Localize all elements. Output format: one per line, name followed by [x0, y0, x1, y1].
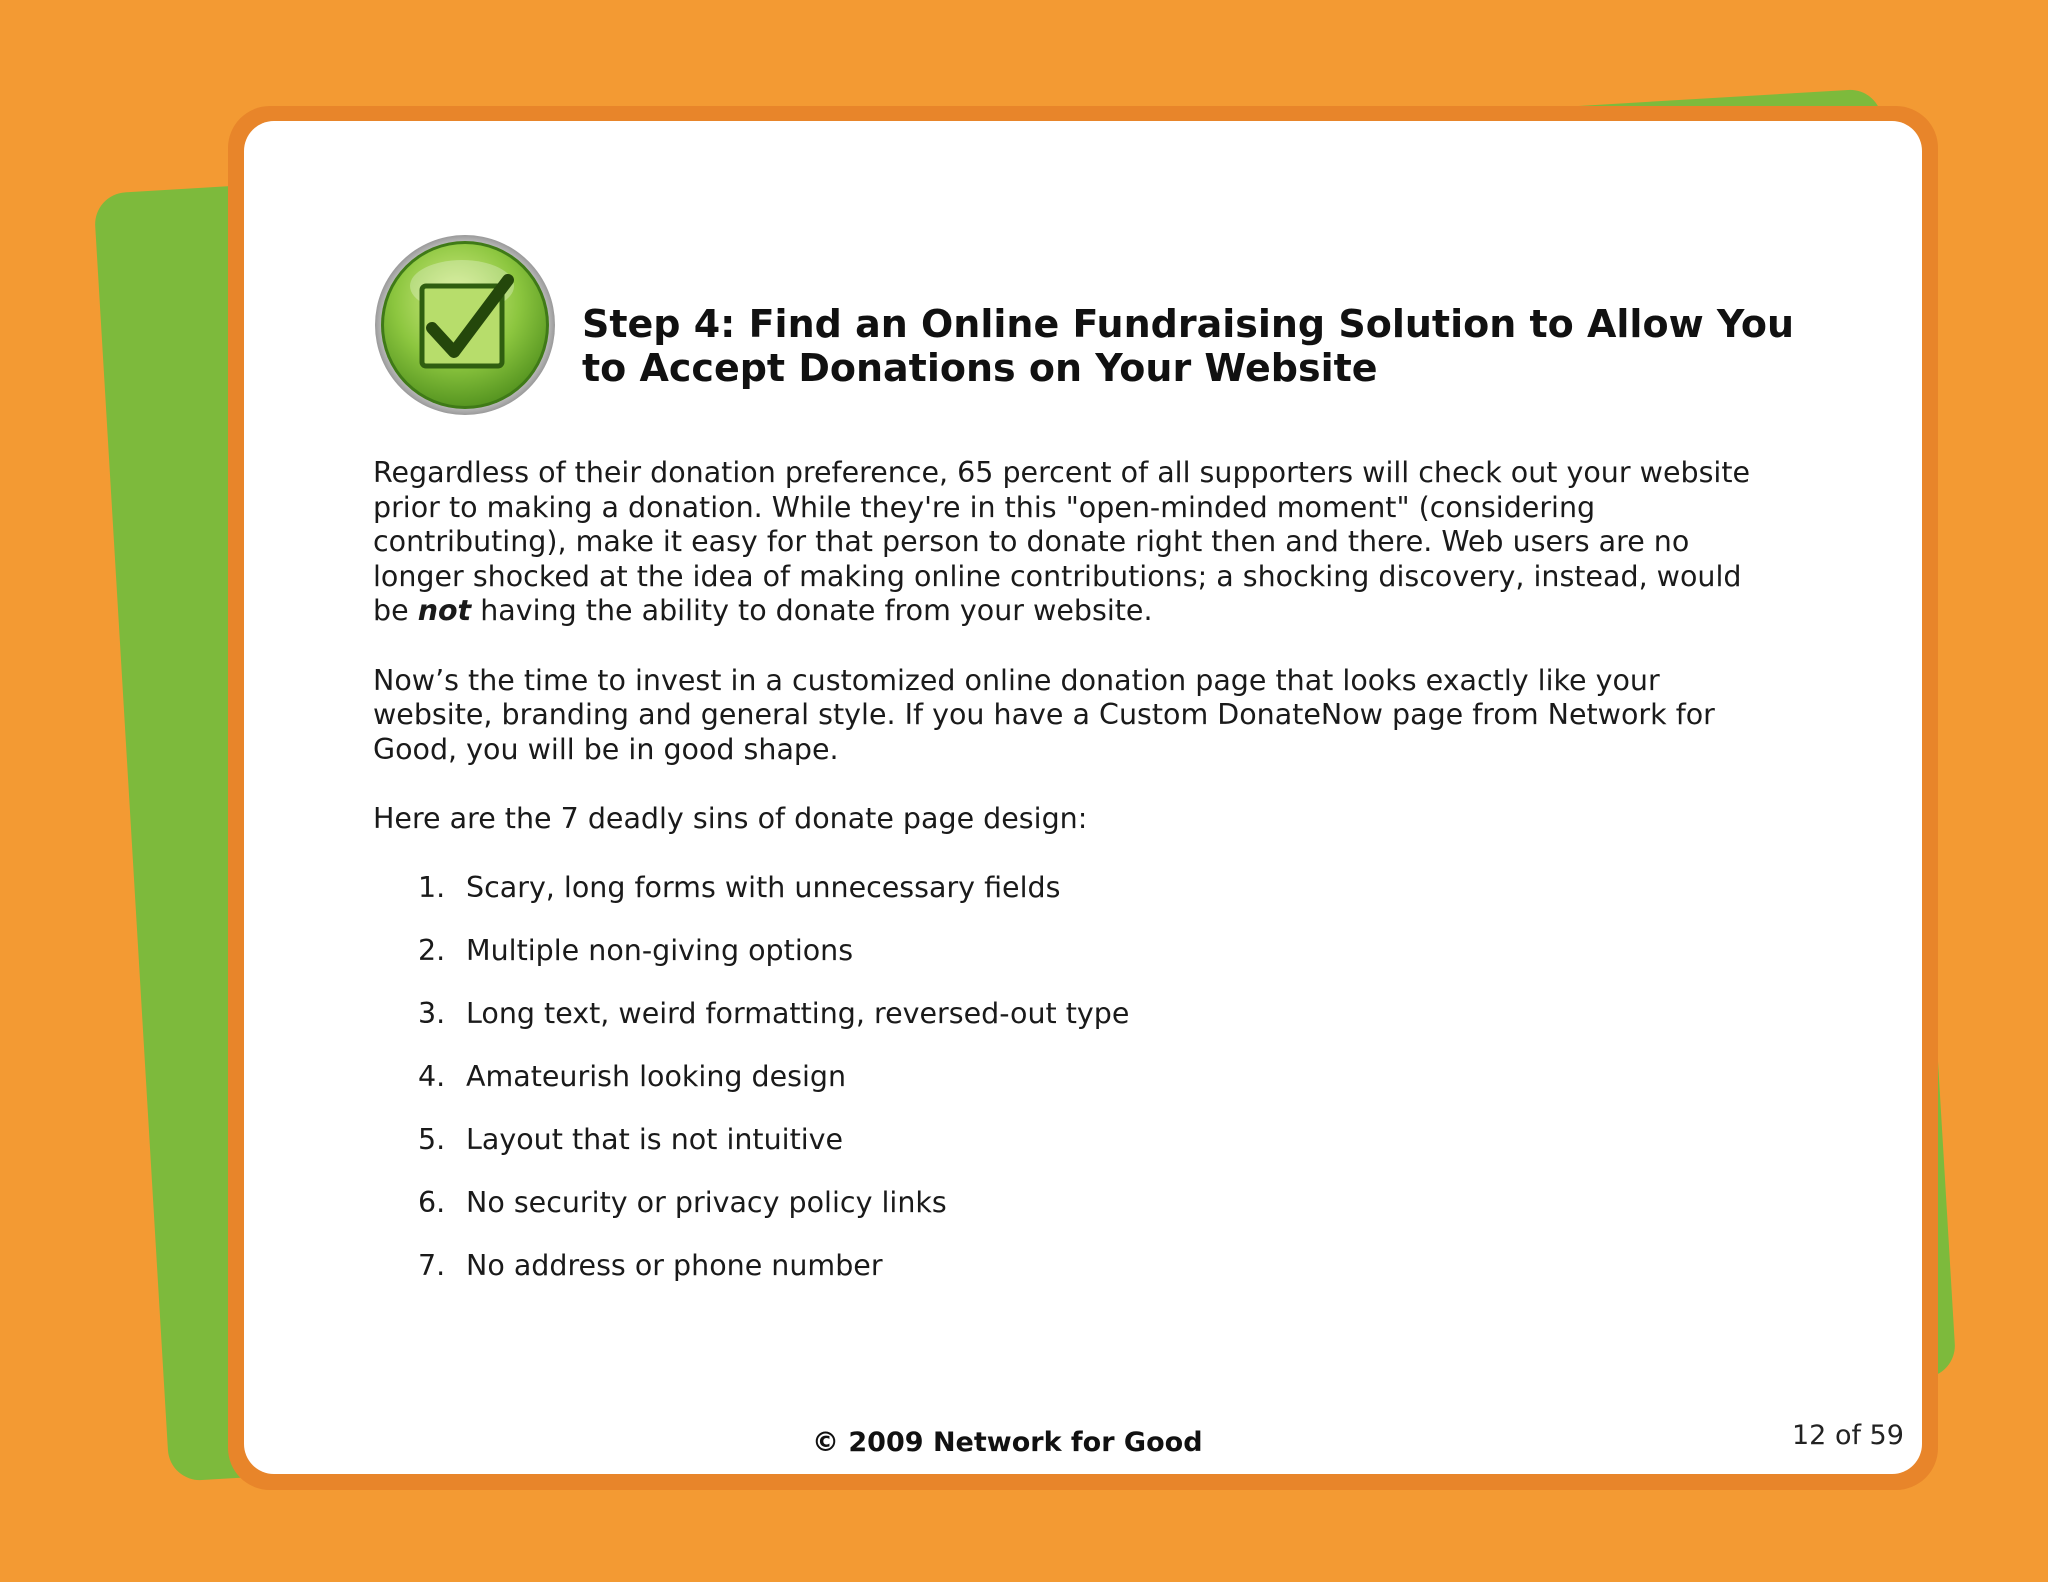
paragraph-line [373, 594, 1773, 629]
paragraph-line: Regardless of their donation preference, 65 percent of all supporters will check out your website [373, 456, 1751, 489]
list-item [373, 997, 1773, 1060]
list-number: 3. [418, 997, 446, 1031]
paragraph-line: Now’s the time to invest in a customized online donation page that looks exactly like your [373, 663, 1660, 697]
list-item [373, 1186, 1773, 1249]
list-item [373, 1123, 1773, 1186]
paragraph-line: prior to making a donation. While they're in this "open-minded moment" (considering [373, 490, 1596, 524]
paragraph-line: longer shocked at the idea of making online contributions; a shocking discovery, instead, would [373, 559, 1742, 593]
paragraph-line: contributing), make it easy for that person to donate right then and there. Web users are no [373, 525, 1690, 559]
list-text: No address or phone number [466, 1249, 883, 1283]
paragraph-text: be [373, 594, 418, 628]
paragraph-text: having the ability to donate from your website. [471, 594, 1153, 628]
list-number: 2. [418, 934, 446, 968]
paragraph-donation-preference [373, 456, 1773, 629]
list-text: Amateurish looking design [466, 1060, 847, 1094]
checkbox-check-icon [374, 234, 556, 416]
page-title [582, 302, 1795, 390]
list-number: 6. [418, 1186, 446, 1220]
paragraph-custom-page [373, 664, 1773, 768]
deadly-sins-list [373, 871, 1773, 1312]
list-text: Scary, long forms with unnecessary fields [466, 871, 1061, 905]
list-item [373, 871, 1773, 934]
list-number: 5. [418, 1123, 446, 1157]
emphasis-not: not [417, 594, 472, 628]
body-content [373, 456, 1773, 1312]
list-text: No security or privacy policy links [466, 1186, 947, 1220]
list-item [373, 1249, 1773, 1312]
list-item [373, 1060, 1773, 1123]
page-number: 12 of 59 [1792, 1420, 1904, 1451]
paragraph-line: Good, you will be in good shape. [373, 732, 839, 766]
list-number: 4. [418, 1060, 446, 1094]
paragraph-line: website, branding and general style. If you have a Custom DonateNow page from Network for [373, 698, 1715, 732]
list-intro: Here are the 7 deadly sins of donate page design: [373, 801, 1088, 835]
list-number: 1. [418, 871, 446, 905]
title-line-2: to Accept Donations on Your Website [582, 346, 1378, 390]
title-line-1: Step 4: Find an Online Fundraising Solution to Allow You [582, 302, 1795, 346]
list-text: Long text, weird formatting, reversed-out type [466, 997, 1130, 1031]
list-number: 7. [418, 1249, 446, 1283]
list-text: Layout that is not intuitive [466, 1123, 844, 1157]
copyright-footer: © 2009 Network for Good [812, 1427, 1203, 1458]
list-text: Multiple non-giving options [466, 934, 854, 968]
list-item [373, 934, 1773, 997]
